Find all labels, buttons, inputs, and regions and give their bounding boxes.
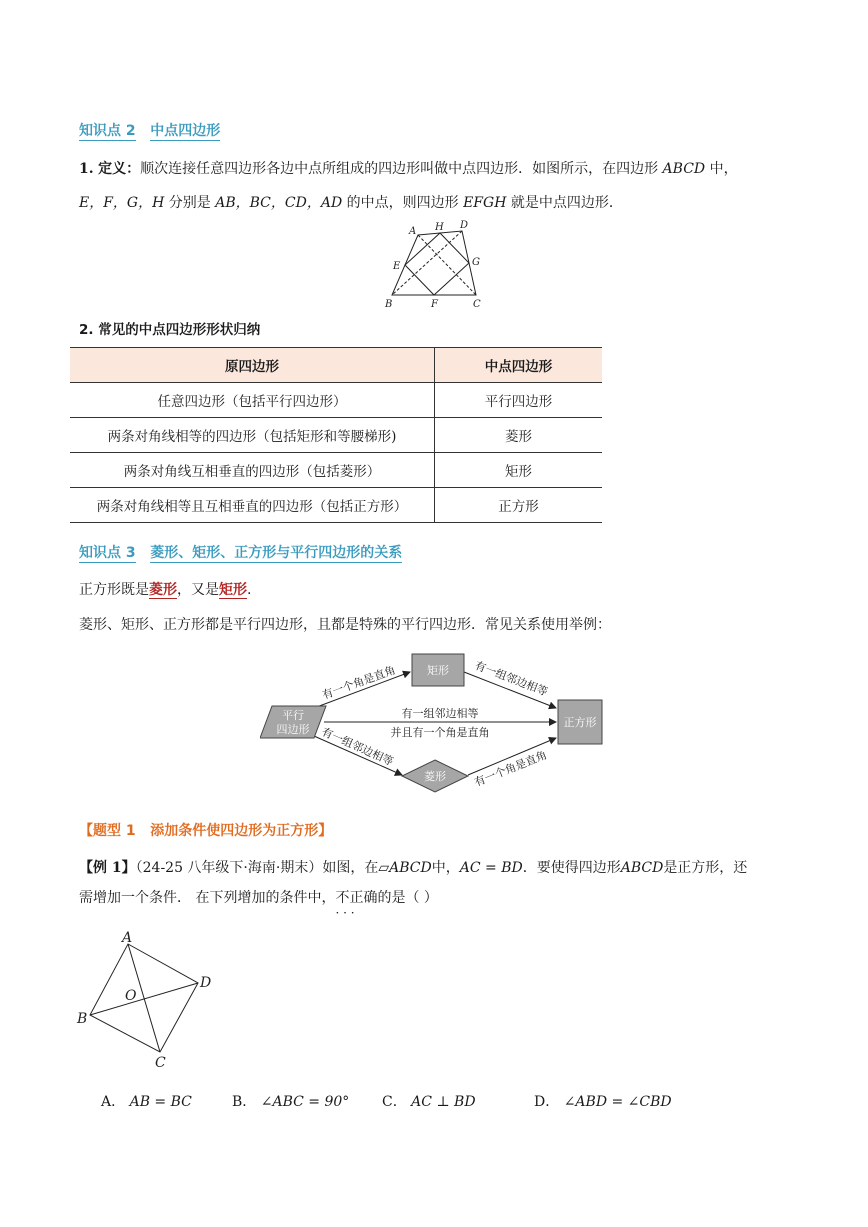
kp3-paragraph-1 [79,580,251,600]
edge-label-mid-1: 有一组邻边相等 [401,707,479,720]
label-c: C [155,1055,166,1071]
parallelogram-symbol: ▱ [378,860,390,876]
kp2-heading [79,120,220,140]
cell-original: 两条对角线互相垂直的四边形（包括菱形） [70,453,435,488]
option-a-text: AB = BC [129,1094,192,1110]
diagonal-bd [90,983,198,1015]
label-o: O [125,988,137,1004]
table-row [70,383,602,418]
option-a-letter: A． [101,1094,126,1110]
header-original: 原四边形 [70,348,435,383]
example1-text-4: 需增加一个条件． 在下列增加的条件中， [79,890,336,906]
node-square-label: 正方形 [563,716,597,729]
definition-label: 定义： [98,161,141,177]
example1-text-5: 的是（ ） [377,890,438,906]
example1-text-2: ．要使得四边形 [522,860,621,876]
midpoint-quadrilateral-figure [380,217,490,313]
type1-heading [79,820,332,840]
kp2-title: 知识点 2 [79,123,136,139]
definition-text-5: 就是中点四边形． [506,195,623,211]
midpoint-shape-table [70,347,602,523]
node-rectangle-label: 矩形 [427,664,449,677]
option-d[interactable] [534,1091,672,1111]
edge-label-bottom-right: 有一个角是直角 [472,748,549,790]
quad-abcd-outline [392,231,476,295]
node-parallelogram-label-1: 平行 [282,709,304,722]
kp3-title: 知识点 3 [79,545,136,561]
table-row [70,418,602,453]
cell-midpoint: 矩形 [435,453,603,488]
summary-title: 2. 常见的中点四边形形状归纳 [79,322,261,338]
example1-source: （24-25 八年级下·海南·期末）如图，在 [135,860,379,876]
label-c: C [473,299,481,310]
kp2-subtitle: 中点四边形 [150,123,221,139]
option-c-letter: C． [382,1094,407,1110]
header-midpoint: 中点四边形 [435,348,603,383]
table-header-row [70,348,602,383]
definition-text-2: 中， [705,161,738,177]
edge-label-top-left: 有一个角是直角 [320,663,398,702]
definition-text-4: 的中点，则四边形 [342,195,464,211]
example1-label: 【例 1】 [79,860,136,876]
option-b[interactable] [232,1091,349,1111]
option-a[interactable] [101,1091,192,1111]
diagonal-bd [392,231,462,295]
side-list: AB，BC，CD，AD [215,195,343,211]
option-b-letter: B． [232,1094,257,1110]
example1-figure [74,926,224,1074]
label-d: D [460,220,469,231]
definition-line2 [79,193,623,213]
keyword-rectangle: 矩形 [219,582,247,598]
cell-original: 两条对角线相等且互相垂直的四边形（包括正方形） [70,488,435,523]
example1-line2 [79,888,438,908]
example1-text-3: 是正方形，还 [663,860,748,876]
edge-label-mid-2: 并且有一个角是直角 [390,726,490,739]
option-c[interactable] [382,1091,476,1111]
example1-emphasis: 不正确 · · · [335,890,377,906]
table-row [70,453,602,488]
example1-abcd-2: ABCD [620,860,664,876]
quad-efgh: EFGH [463,195,507,211]
kp3-text-b: ，又是 [177,582,219,598]
definition-text-1: 顺次连接任意四边形各边中点所组成的四边形叫做中点四边形．如图所示，在四边形 [140,161,663,177]
label-a: A [122,930,133,946]
label-b: B [77,1011,88,1027]
label-e: E [393,261,401,272]
definition-text-3: 分别是 [164,195,216,211]
edge-label-top-right: 有一组邻边相等 [472,658,550,699]
label-a: A [409,226,417,237]
option-d-letter: D． [534,1094,560,1110]
label-g: G [472,257,480,268]
cell-original: 任意四边形（包括平行四边形） [70,383,435,418]
quad-abcd: ABCD [662,161,706,177]
relation-diagram [260,652,610,800]
label-d: D [200,975,212,991]
node-parallelogram-label-2: 四边形 [276,723,310,736]
definition-line1 [79,159,738,179]
kp3-text-a: 正方形既是 [79,582,149,598]
keyword-rhombus: 菱形 [149,582,177,598]
node-rhombus-label: 菱形 [424,770,446,783]
option-b-text: ∠ABC = 90° [260,1094,350,1110]
cell-midpoint: 正方形 [435,488,603,523]
edge-label-bottom-left: 有一组邻边相等 [319,725,396,769]
example1-condition: AC = BD [459,860,523,876]
type1-title: 【题型 1 [79,823,136,839]
kp3-subtitle: 菱形、矩形、正方形与平行四边形的关系 [150,545,403,561]
example1-line1 [79,858,747,878]
example1-abcd: ABCD [389,860,432,876]
kp3-paragraph-2: 菱形、矩形、正方形都是平行四边形，且都是特殊的平行四边形．常见关系使用举例： [79,617,611,633]
type1-subtitle: 添加条件使四边形为正方形】 [150,823,333,839]
cell-midpoint: 菱形 [435,418,603,453]
label-h: H [435,222,444,233]
label-f: F [431,299,438,310]
example1-text-1: 中， [431,860,460,876]
table-row [70,488,602,523]
cell-original: 两条对角线相等的四边形（包括矩形和等腰梯形) [70,418,435,453]
option-c-text: AC ⊥ BD [411,1094,476,1110]
midpoint-list: E，F，G，H [79,195,165,211]
definition-number: 1. [79,161,94,177]
option-d-text: ∠ABD = ∠CBD [563,1094,672,1110]
cell-midpoint: 平行四边形 [435,383,603,418]
kp3-heading [79,542,402,562]
kp3-text-c: . [247,582,252,598]
label-b: B [385,299,393,310]
